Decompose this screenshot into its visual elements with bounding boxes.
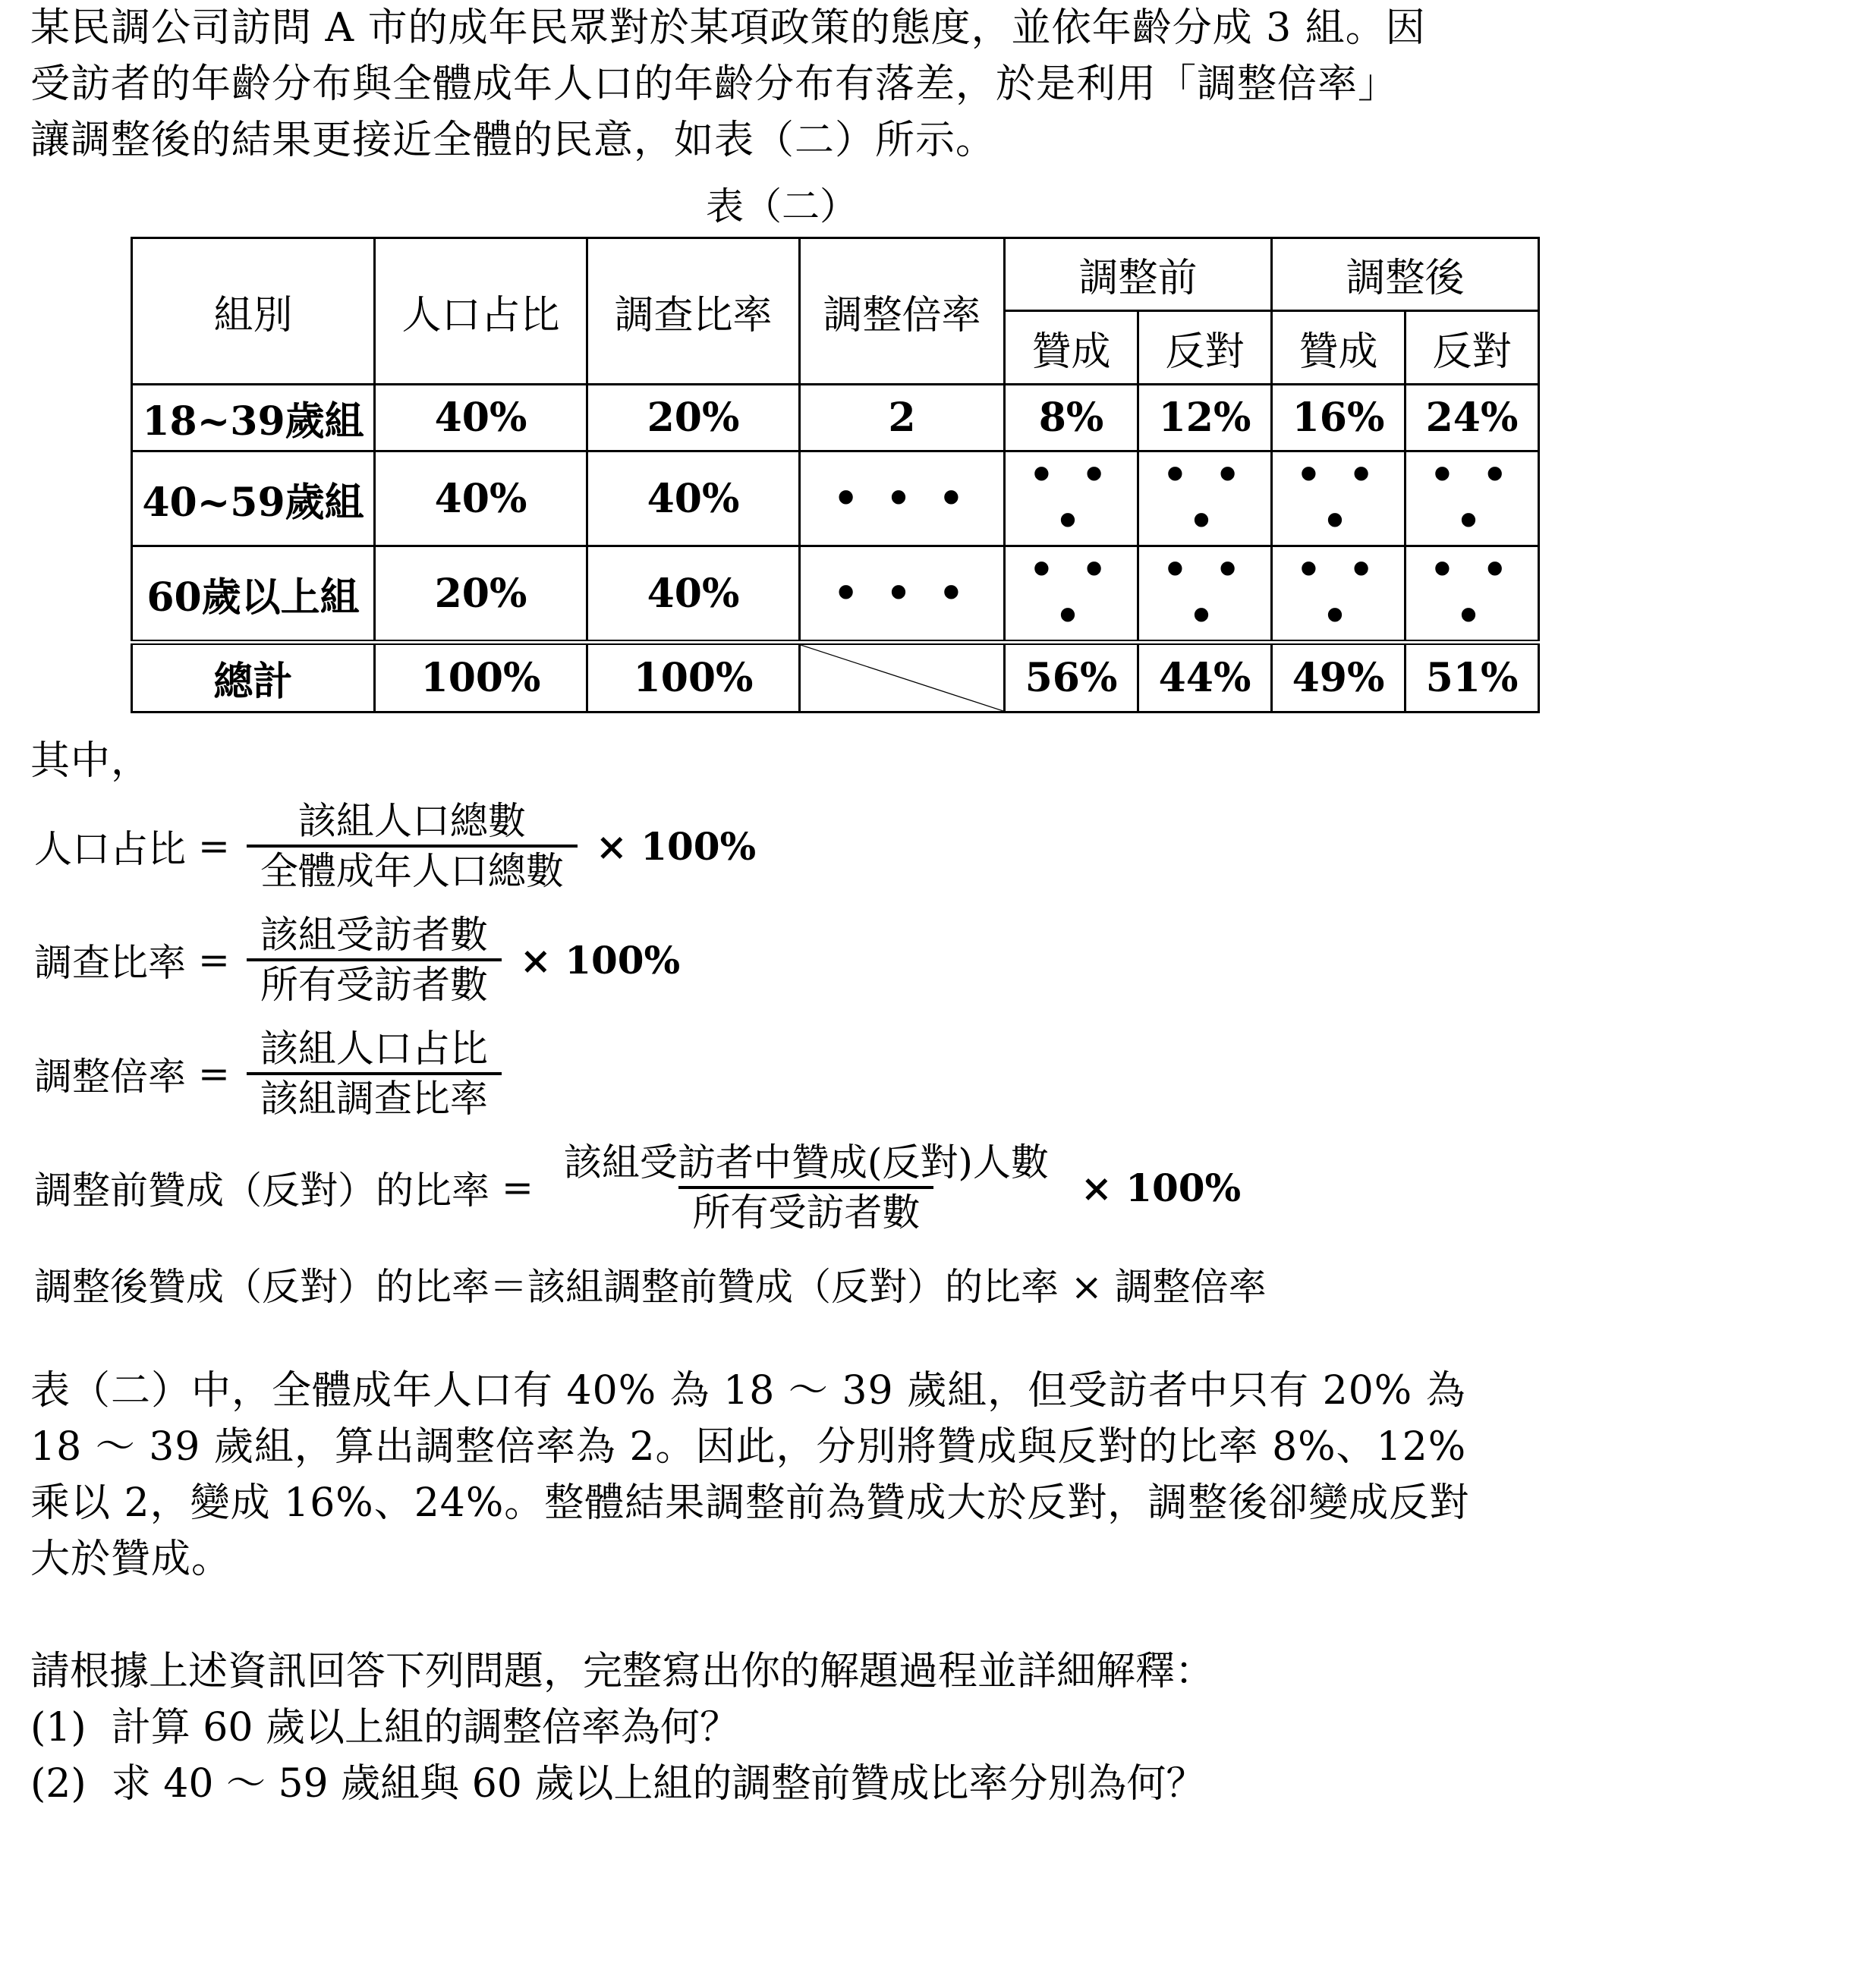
- cell-pop-share: 20%: [375, 546, 587, 643]
- table-header-row-top: [132, 238, 1539, 311]
- formula-fraction: [247, 801, 578, 892]
- explanation-line-1: 表（二）中，全體成年人口有 40% 為 18 ～ 39 歲組，但受訪者中只有 20% 為: [30, 1368, 1466, 1414]
- header-before-oppose: 反對: [1138, 311, 1272, 385]
- intro-line-3: 讓調整後的結果更接近全體的民意，如表（二）所示。: [30, 118, 996, 163]
- cell-total-after-agree: 49%: [1272, 643, 1406, 712]
- table-row: [132, 451, 1539, 546]
- header-group: 組別: [132, 238, 375, 385]
- cell-before-oppose: • • •: [1138, 451, 1272, 546]
- cell-survey-rate: 20%: [587, 385, 800, 451]
- formula-fraction: [550, 1142, 1062, 1233]
- formula-lhs: 調整倍率: [34, 1055, 186, 1099]
- formula-equals: =: [502, 1165, 534, 1209]
- cell-pop-share: 40%: [375, 451, 587, 546]
- cell-before-agree: • • •: [1005, 546, 1138, 643]
- formula-tail: × 100%: [519, 937, 681, 983]
- formula-numerator: 該組人口占比: [260, 1027, 488, 1071]
- cell-total-before-oppose: 44%: [1138, 643, 1272, 712]
- formula-numerator: 該組受訪者中贊成(反對)人數: [563, 1140, 1049, 1184]
- explanation-paragraph: [0, 1363, 1873, 1587]
- header-after-oppose: 反對: [1406, 311, 1539, 385]
- intro-line-1: 某民調公司訪問 A 市的成年民眾對於某項政策的態度，並依年齡分成 3 組。因: [30, 5, 1426, 51]
- header-after-agree: 贊成: [1272, 311, 1406, 385]
- formula-denominator: 所有受訪者數: [247, 958, 502, 1005]
- spacer: [0, 713, 1873, 733]
- formula-lhs: 調查比率: [34, 941, 186, 985]
- cell-multiplier: • • •: [800, 546, 1005, 643]
- explanation-line-3: 乘以 2，變成 16%、24%。整體結果調整前為贊成大於反對，調整後卻變成反對: [30, 1480, 1470, 1526]
- formula-denominator: 所有受訪者數: [678, 1186, 933, 1233]
- question-item-1: (1) 計算 60 歲以上組的調整倍率為何？: [30, 1705, 739, 1751]
- formula-fraction: [247, 1028, 502, 1119]
- where-label: 其中，: [30, 738, 152, 784]
- cell-total-pop-share: 100%: [375, 643, 587, 712]
- cell-after-oppose: 24%: [1406, 385, 1539, 451]
- formula-population-share: [34, 789, 1873, 903]
- formula-multiplier: [34, 1017, 1873, 1131]
- cell-before-agree: • • •: [1005, 451, 1138, 546]
- formula-denominator: 該組調查比率: [247, 1072, 502, 1119]
- explanation-line-4: 大於贊成。: [30, 1537, 232, 1582]
- cell-pop-share: 40%: [375, 385, 587, 451]
- formula-tail: × 100%: [595, 823, 757, 869]
- table-row: [132, 385, 1539, 451]
- formula-equals: =: [198, 1052, 230, 1096]
- cell-total-label: 總計: [132, 643, 375, 712]
- spacer: [0, 1587, 1873, 1644]
- header-pop-share: 人口占比: [375, 238, 587, 385]
- cell-survey-rate: 40%: [587, 451, 800, 546]
- intro-line-2: 受訪者的年齡分布與全體成年人口的年齡分布有落差，於是利用「調整倍率」: [30, 61, 1399, 107]
- formula-list: [0, 789, 1873, 1323]
- formula-equals: =: [198, 938, 230, 982]
- cell-total-multiplier-struck: [800, 643, 1005, 712]
- cell-total-survey-rate: 100%: [587, 643, 800, 712]
- cell-after-agree: • • •: [1272, 451, 1406, 546]
- diagonal-strike-icon: [801, 645, 1003, 711]
- cell-after-oppose: • • •: [1406, 546, 1539, 643]
- cell-after-agree: 16%: [1272, 385, 1406, 451]
- formula-tail: × 100%: [1080, 1165, 1242, 1210]
- cell-before-oppose: 12%: [1138, 385, 1272, 451]
- header-multiplier: 調整倍率: [800, 238, 1005, 385]
- formula-lhs: 人口占比: [34, 827, 186, 871]
- header-after: 調整後: [1272, 238, 1539, 311]
- formula-after-agree-rate: [34, 1244, 1873, 1323]
- question-prompt: 請根據上述資訊回答下列問題，完整寫出你的解題過程並詳細解釋：: [30, 1649, 1215, 1694]
- formula-single-text: 調整後贊成（反對）的比率＝該組調整前贊成（反對）的比率 × 調整倍率: [34, 1265, 1267, 1309]
- cell-before-oppose: • • •: [1138, 546, 1272, 643]
- formula-equals: =: [198, 824, 230, 868]
- cell-group: 18~39歲組: [132, 385, 375, 451]
- cell-group: 60歲以上組: [132, 546, 375, 643]
- table-total-row: [132, 643, 1539, 712]
- cell-total-before-agree: 56%: [1005, 643, 1138, 712]
- formula-denominator: 全體成年人口總數: [247, 845, 578, 892]
- cell-total-after-oppose: 51%: [1406, 643, 1539, 712]
- table-row: [132, 546, 1539, 643]
- formula-survey-rate: [34, 903, 1873, 1017]
- cell-before-agree: 8%: [1005, 385, 1138, 451]
- cell-survey-rate: 40%: [587, 546, 800, 643]
- explanation-line-2: 18 ～ 39 歲組，算出調整倍率為 2。因此，分別將贊成與反對的比率 8%、12%: [30, 1424, 1467, 1470]
- header-before: 調整前: [1005, 238, 1272, 311]
- header-survey-rate: 調查比率: [587, 238, 800, 385]
- cell-after-oppose: • • •: [1406, 451, 1539, 546]
- cell-after-agree: • • •: [1272, 546, 1406, 643]
- formula-numerator: 該組受訪者數: [260, 913, 488, 957]
- formula-lhs: 調整前贊成（反對）的比率: [34, 1169, 489, 1213]
- cell-multiplier: 2: [800, 385, 1005, 451]
- cell-group: 40~59歲組: [132, 451, 375, 546]
- header-before-agree: 贊成: [1005, 311, 1138, 385]
- spacer: [0, 1323, 1873, 1363]
- intro-paragraph: [0, 0, 1873, 168]
- formula-fraction: [247, 914, 502, 1005]
- table-head: [132, 238, 1539, 385]
- question-item-2: (2) 求 40 ～ 59 歲組與 60 歲以上組的調整前贊成比率分別為何？: [30, 1761, 1206, 1807]
- table-container: [0, 237, 1873, 713]
- formula-before-agree-rate: [34, 1131, 1873, 1244]
- table-caption: 表（二）: [706, 184, 858, 228]
- table-body: [132, 385, 1539, 712]
- cell-multiplier: • • •: [800, 451, 1005, 546]
- formula-numerator: 該組人口總數: [297, 799, 526, 843]
- adjustment-table: [131, 237, 1540, 713]
